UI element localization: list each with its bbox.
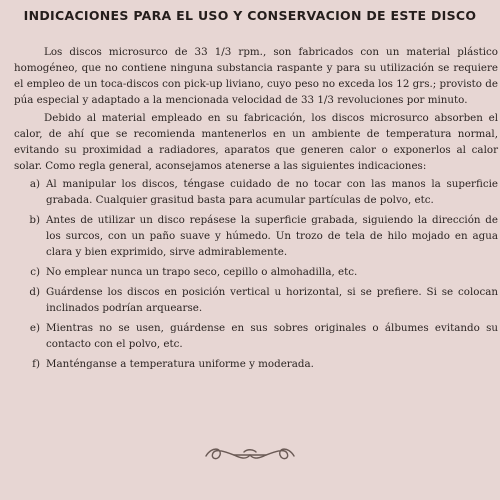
list-item (14, 176, 498, 208)
document-title: INDICACIONES PARA EL USO Y CONSERVACION DE ESTE DISCO (23, 8, 477, 23)
list-marker: d) (29, 286, 40, 298)
list-item (14, 212, 498, 260)
list-marker: c) (30, 266, 40, 278)
list-item-text: No emplear nunca un trapo seco, cepillo o almohadilla, etc. (46, 266, 358, 278)
list-marker: a) (29, 178, 40, 190)
list-item-text: Mientras no se usen, guárdense en sus sobres originales o álbumes evitando su contacto con el polvo, etc. (46, 322, 498, 350)
scroll-flourish-icon (200, 440, 300, 470)
list-item-text: Antes de utilizar un disco repásese la superficie grabada, siguiendo la dirección de los surcos, con un paño suave y húmedo. Un trozo de tela de hilo mojado en agua clara y bien exprimido, sirve admirablemente. (46, 214, 498, 258)
list-item (14, 264, 498, 280)
list-marker: b) (29, 214, 40, 226)
document-body (14, 44, 498, 376)
list-item (14, 284, 498, 316)
list-marker: e) (29, 322, 40, 334)
list-marker: f) (32, 358, 40, 370)
instruction-list (14, 176, 498, 372)
list-item (14, 320, 498, 352)
list-item-text: Manténganse a temperatura uniforme y moderada. (46, 358, 314, 370)
list-item (14, 356, 498, 372)
paragraph-1: Los discos microsurco de 33 1/3 rpm., son fabricados con un material plástico homogéneo, que no contiene ninguna substancia raspante y para su utilización se requiere el empleo de un toca-discos con pick-up liviano, cuyo peso no exceda los 12 grs.; provisto de púa especial y adaptado a la mencionada velocidad de 33 1/3 revoluciones por minuto. (14, 46, 498, 106)
paragraph-2: Debido al material empleado en su fabricación, los discos microsurco absorben el calor, de ahí que se recomienda mantenerlos en un ambiente de temperatura normal, evitando su proximidad a radiadores, aparatos que generen calor o exponerlos al calor solar. Como regla general, aconsejamos atenerse a las siguientes indicaciones: (14, 112, 498, 172)
list-item-text: Al manipular los discos, téngase cuidado de no tocar con las manos la superficie grabada. Cualquier grasitud basta para acumular partículas de polvo, etc. (46, 178, 498, 206)
list-item-text: Guárdense los discos en posición vertical u horizontal, si se prefiere. Si se colocan inclinados podrían arquearse. (46, 286, 498, 314)
